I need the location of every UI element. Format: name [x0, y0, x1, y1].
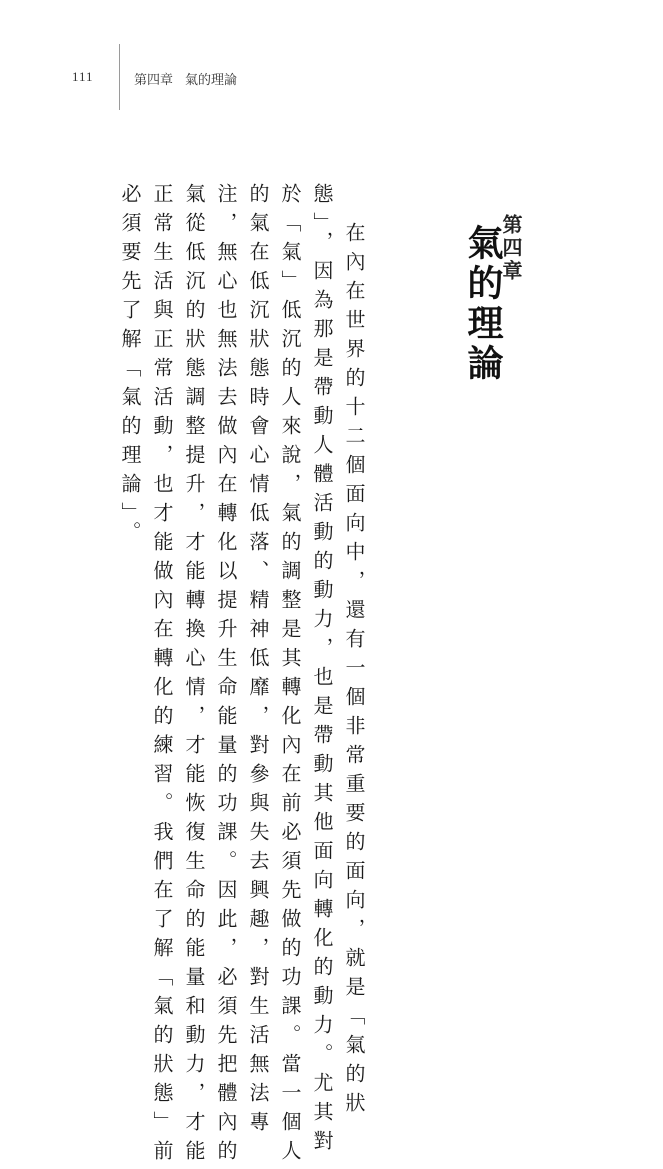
page-number: 111	[72, 69, 94, 84]
running-head-title: 氣的理論	[185, 73, 238, 88]
body-column: 態」，因為那是帶動人體活動的動力，也是帶動其他面向轉化的動力。尤其對	[310, 183, 334, 1159]
body-column: 注，無心也無法去做內在轉化以提升生命能量的功課。因此，必須先把體內的	[214, 183, 238, 1169]
body-column: 正常生活與正常活動，也才能做內在轉化的練習。我們在了解「氣的狀態」前	[150, 183, 174, 1169]
body-column: 在內在世界的十二個面向中，還有一個非常重要的面向，就是「氣的狀	[342, 222, 366, 1121]
running-head-chapter: 第四章	[134, 73, 174, 88]
running-head	[134, 69, 237, 88]
body-column: 的氣在低沉狀態時會心情低落、精神低靡，對參與失去興趣，對生活無法專	[246, 183, 270, 1140]
header-divider	[119, 44, 120, 110]
body-column: 於「氣」低沉的人來說，氣的調整是其轉化內在前必須先做的功課。當一個人	[278, 183, 302, 1169]
chapter-label: 第四章	[499, 214, 523, 283]
body-column: 必須要先了解「氣的理論」。	[118, 183, 142, 550]
chapter-title: 氣的理論	[462, 224, 504, 384]
body-column: 氣從低沉的狀態調整提升，才能轉換心情，才能恢復生命的能量和動力，才能	[182, 183, 206, 1169]
